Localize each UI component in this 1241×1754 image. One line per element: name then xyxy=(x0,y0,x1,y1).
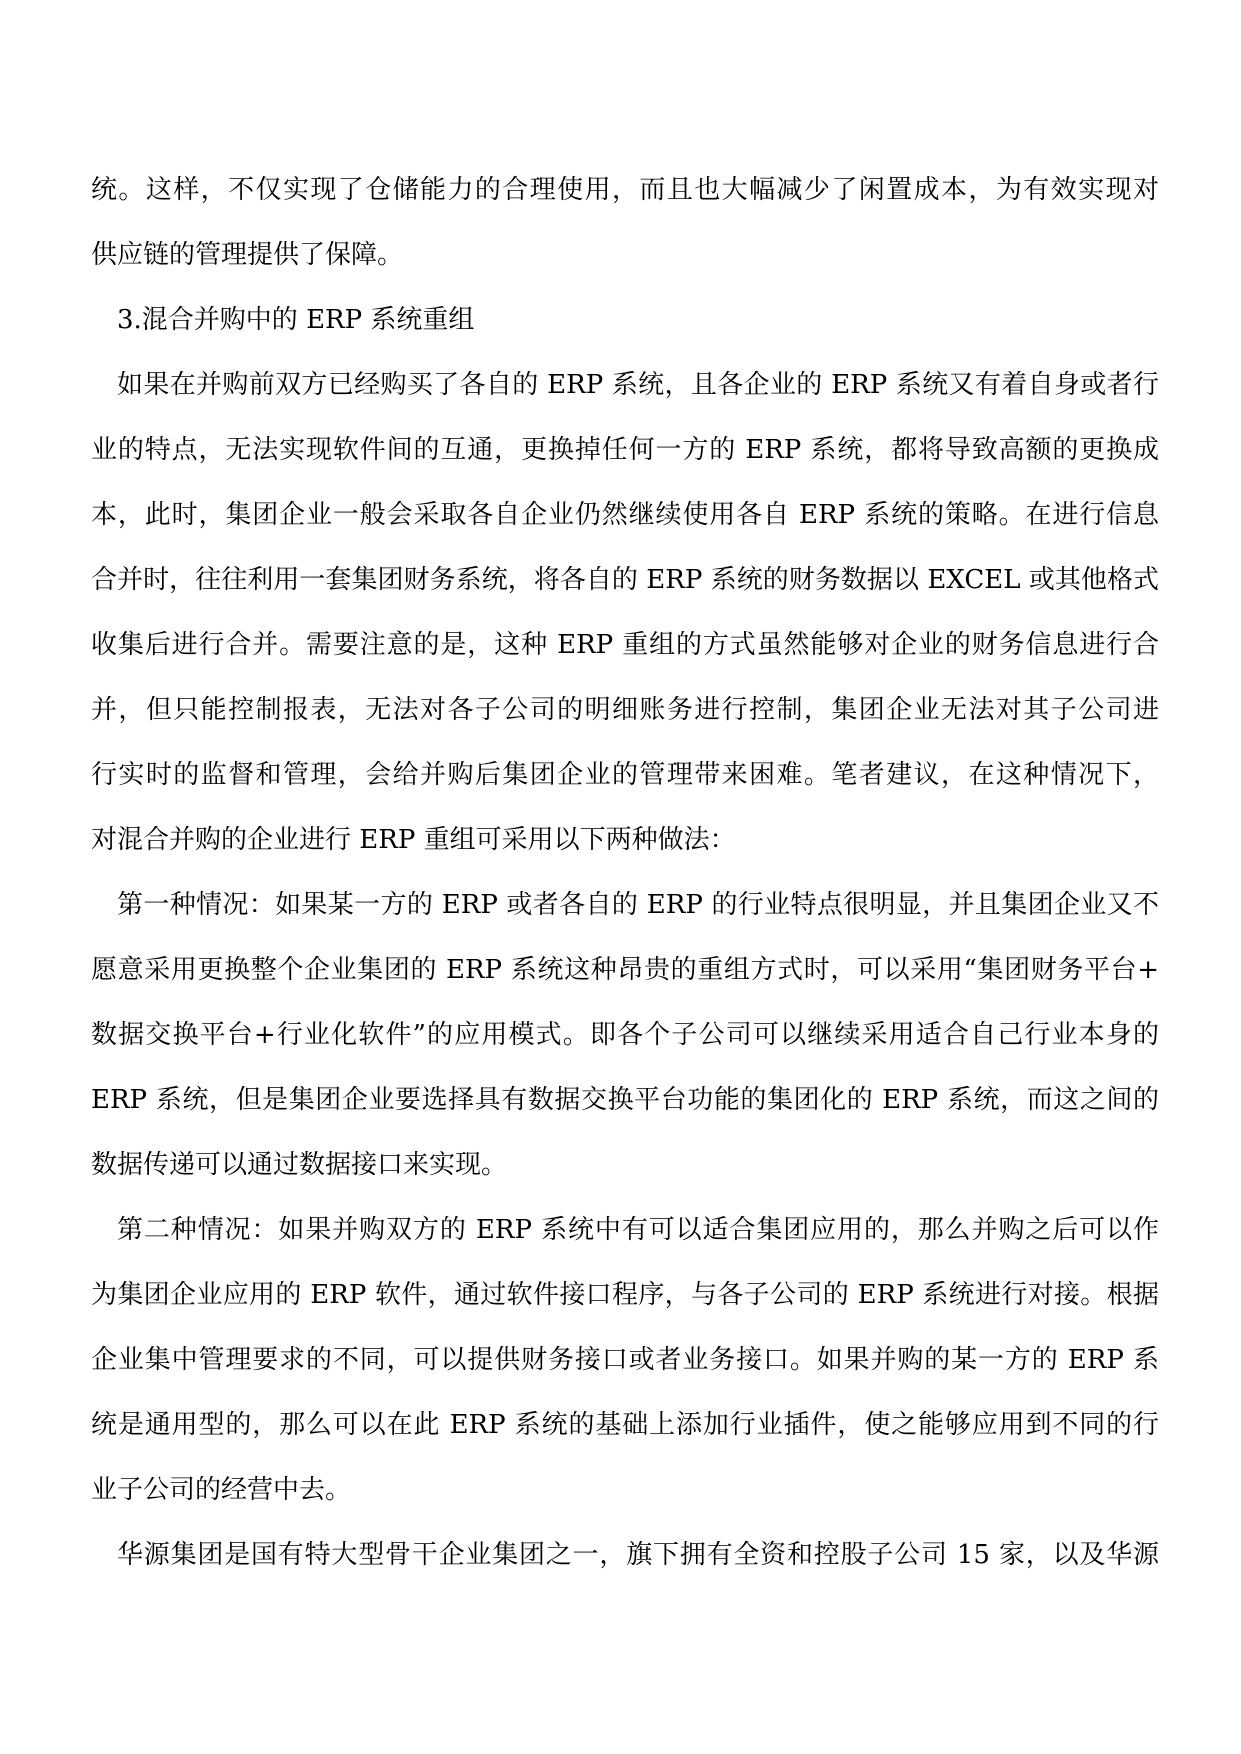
text-line: 本，此时，集团企业一般会采取各自企业仍然继续使用各自 ERP 系统的策略。在进行信息 xyxy=(91,500,1159,530)
text-line: ERP 系统，但是集团企业要选择具有数据交换平台功能的集团化的 ERP 系统，而这之间的 xyxy=(91,1085,1159,1115)
text-line: 对混合并购的企业进行 ERP 重组可采用以下两种做法： xyxy=(91,825,736,855)
text-line: 统。这样，不仅实现了仓储能力的合理使用，而且也大幅减少了闲置成本，为有效实现对 xyxy=(91,175,1159,205)
text-line: 合并时，往往利用一套集团财务系统，将各自的 ERP 系统的财务数据以 EXCEL 或其他格式 xyxy=(91,565,1159,595)
text-line: 统是通用型的，那么可以在此 ERP 系统的基础上添加行业插件，使之能够应用到不同的行 xyxy=(91,1410,1159,1440)
text-line: 为集团企业应用的 ERP 软件，通过软件接口程序，与各子公司的 ERP 系统进行对接。根据 xyxy=(91,1280,1159,1310)
text-line: 业子公司的经营中去。 xyxy=(91,1475,352,1505)
text-line: 华源集团是国有特大型骨干企业集团之一，旗下拥有全资和控股子公司 15 家，以及华源 xyxy=(117,1540,1159,1570)
text-line: 第二种情况：如果并购双方的 ERP 系统中有可以适合集团应用的，那么并购之后可以作 xyxy=(117,1215,1159,1245)
text-line: 行实时的监督和管理，会给并购后集团企业的管理带来困难。笔者建议，在这种情况下， xyxy=(91,760,1159,790)
text-line: 收集后进行合并。需要注意的是，这种 ERP 重组的方式虽然能够对企业的财务信息进行合 xyxy=(91,630,1159,660)
text-line: 企业集中管理要求的不同，可以提供财务接口或者业务接口。如果并购的某一方的 ERP 系 xyxy=(91,1345,1159,1375)
text-line: 供应链的管理提供了保障。 xyxy=(91,240,404,270)
text-line: 并，但只能控制报表，无法对各子公司的明细账务进行控制，集团企业无法对其子公司进 xyxy=(91,695,1159,725)
text-line: 业的特点，无法实现软件间的互通，更换掉任何一方的 ERP 系统，都将导致高额的更换成 xyxy=(91,435,1159,465)
text-line: 愿意采用更换整个企业集团的 ERP 系统这种昂贵的重组方式时，可以采用“集团财务平台+ xyxy=(91,955,1159,985)
text-line: 如果在并购前双方已经购买了各自的 ERP 系统，且各企业的 ERP 系统又有着自身或者行 xyxy=(117,370,1159,400)
section-heading: 3.混合并购中的 ERP 系统重组 xyxy=(117,305,475,335)
text-line: 数据传递可以通过数据接口来实现。 xyxy=(91,1150,508,1180)
text-line: 数据交换平台+行业化软件”的应用模式。即各个子公司可以继续采用适合自己行业本身的 xyxy=(91,1020,1159,1050)
body-text xyxy=(91,158,1159,1588)
text-line: 第一种情况：如果某一方的 ERP 或者各自的 ERP 的行业特点很明显，并且集团企业又不 xyxy=(117,890,1159,920)
